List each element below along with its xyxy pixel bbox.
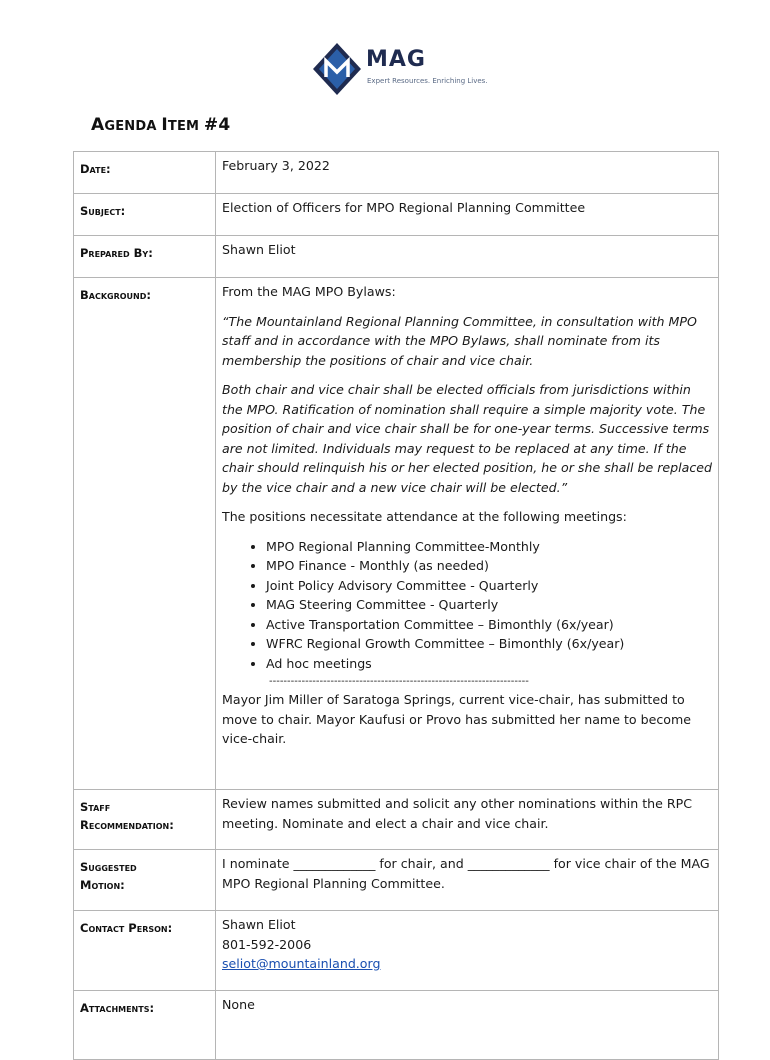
- background-closing: Mayor Jim Miller of Saratoga Springs, current vice-chair, has submitted to move to chair. Mayor Kaufusi or Provo has submitted her name to become vice-chair.: [222, 692, 691, 746]
- mag-logo-icon: [313, 43, 361, 95]
- bylaws-quote-1: “The Mountainland Regional Planning Committee, in consultation with MPO staff and in accordance with the MPO Bylaws, shall nominate from its membership the positions of chair and vice chair.: [222, 313, 697, 368]
- attachments-label: Attachments:: [74, 991, 216, 1060]
- table-row: [74, 152, 719, 194]
- agenda-title: AGENDA ITEM #4: [91, 115, 231, 135]
- contact-phone: 801-592-2006: [222, 936, 312, 952]
- contact-email-link[interactable]: seliot@mountainland.org: [222, 956, 381, 971]
- table-row: [74, 991, 719, 1060]
- divider-line: ------------------------------------------------------------------------: [269, 676, 529, 687]
- contact-person-value: [216, 911, 719, 991]
- list-item: • MPO Regional Planning Committee-Monthly: [266, 537, 712, 557]
- contact-person-label: Contact Person:: [74, 911, 216, 991]
- date-value: February 3, 2022: [216, 152, 719, 194]
- list-item: • Ad hoc meetings: [266, 654, 712, 674]
- table-row: [74, 850, 719, 911]
- attachments-value: None: [216, 991, 719, 1060]
- list-item: • WFRC Regional Growth Committee – Bimonthly (6x/year): [266, 634, 712, 654]
- agenda-table: [73, 151, 719, 1060]
- meetings-list: [222, 537, 712, 674]
- suggested-motion-label: Suggested Motion:: [74, 850, 216, 911]
- list-item: • MAG Steering Committee - Quarterly: [266, 595, 712, 615]
- table-row: [74, 194, 719, 236]
- meetings-intro: The positions necessitate attendance at the following meetings:: [222, 509, 627, 524]
- staff-recommendation-value: Review names submitted and solicit any other nominations within the RPC meeting. Nominate and elect a chair and vice chair.: [216, 790, 719, 850]
- suggested-motion-value: I nominate _____________ for chair, and _____________ for vice chair of the MAG MPO Regional Planning Committee.: [216, 850, 719, 911]
- table-row: [74, 278, 719, 790]
- table-row: [74, 790, 719, 850]
- table-row: [74, 911, 719, 991]
- prepared-by-label: Prepared By:: [74, 236, 216, 278]
- subject-value: Election of Officers for MPO Regional Planning Committee: [216, 194, 719, 236]
- list-item: • Active Transportation Committee – Bimonthly (6x/year): [266, 615, 712, 635]
- background-intro: From the MAG MPO Bylaws:: [222, 284, 396, 299]
- logo-tagline: Expert Resources. Enriching Lives.: [367, 77, 488, 85]
- list-item: • Joint Policy Advisory Committee - Quarterly: [266, 576, 712, 596]
- subject-label: Subject:: [74, 194, 216, 236]
- background-value: [216, 278, 719, 790]
- mag-logo: [313, 43, 503, 95]
- prepared-by-value: Shawn Eliot: [216, 236, 719, 278]
- background-label: Background:: [74, 278, 216, 790]
- logo-name: MAG: [366, 47, 426, 72]
- table-row: [74, 236, 719, 278]
- date-label: Date:: [74, 152, 216, 194]
- contact-name: Shawn Eliot: [222, 917, 296, 932]
- staff-recommendation-label: Staff Recommendation:: [74, 790, 216, 850]
- bylaws-quote-2: Both chair and vice chair shall be elected officials from jurisdictions within the MPO. Ratification of nomination shall require a simple majority vote. The position of chair and vice chair shall be for one-year terms. Successive terms are not limited. Individuals may request to be replaced at any time. If the chair should relinquish his or her elected position, he or she shall be replaced by the vice chair and a new vice chair will be elected.”: [222, 382, 713, 495]
- list-item: • MPO Finance - Monthly (as needed): [266, 556, 712, 576]
